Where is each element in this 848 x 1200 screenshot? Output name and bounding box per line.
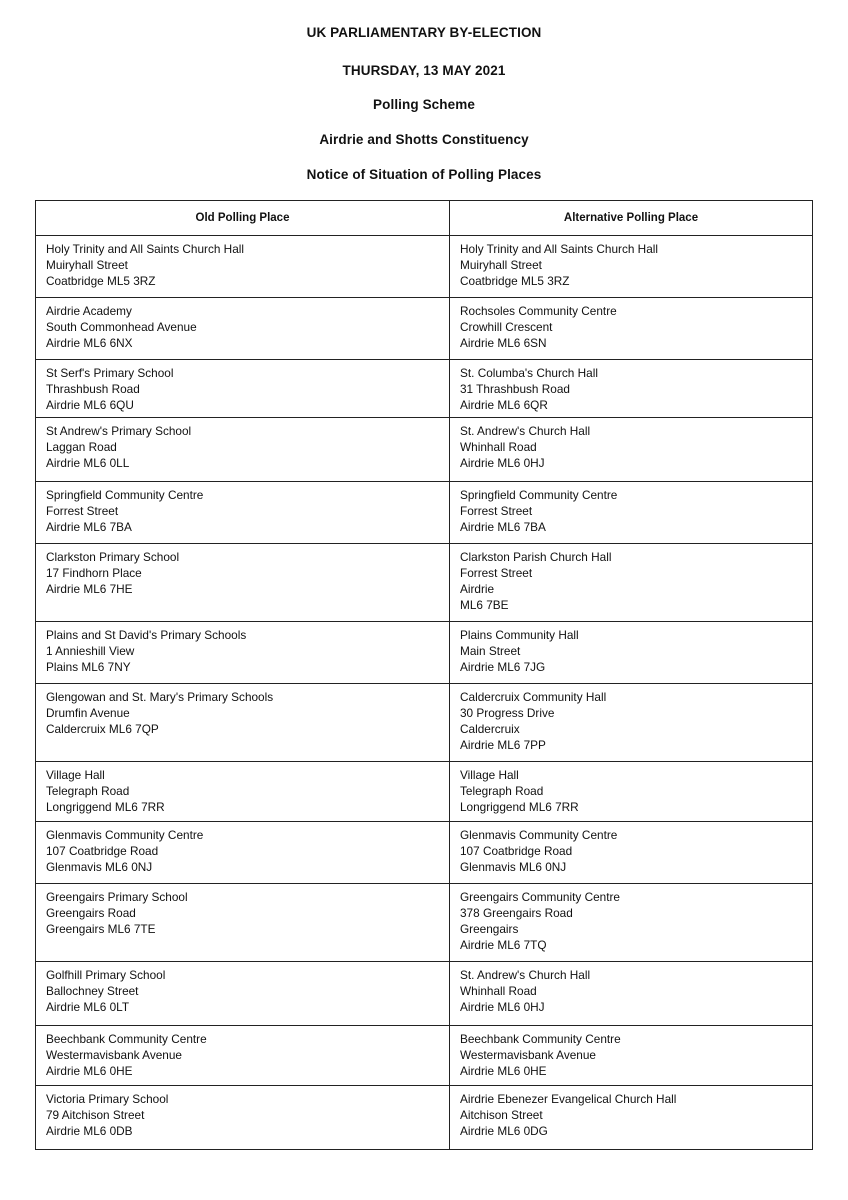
address-line: Longriggend ML6 7RR: [46, 800, 165, 814]
address-line: Plains ML6 7NY: [46, 660, 131, 674]
address-line: Thrashbush Road: [46, 382, 140, 396]
address-line: 17 Findhorn Place: [46, 566, 142, 580]
address-line: Airdrie ML6 7HE: [46, 582, 133, 596]
address-line: St. Andrew's Church Hall: [460, 424, 591, 438]
address-line: Airdrie ML6 7PP: [460, 738, 546, 752]
table-row: [36, 482, 813, 544]
address-line: Airdrie ML6 6QU: [46, 398, 134, 412]
address-line: Beechbank Community Centre: [46, 1032, 207, 1046]
address-line: Whinhall Road: [460, 984, 537, 998]
old-polling-place-cell: [36, 418, 450, 482]
header-alternative-polling-place: Alternative Polling Place: [450, 201, 813, 236]
address-line: Longriggend ML6 7RR: [460, 800, 579, 814]
address-line: Airdrie ML6 6QR: [460, 398, 548, 412]
alternative-polling-place-cell: [450, 822, 813, 884]
notice-title: Notice of Situation of Polling Places: [306, 167, 542, 182]
address-line: St. Andrew's Church Hall: [460, 968, 591, 982]
address-line: Village Hall: [460, 768, 519, 782]
address-line: Airdrie ML6 0HE: [460, 1064, 547, 1078]
address-line: Victoria Primary School: [46, 1092, 169, 1106]
address-line: 79 Aitchison Street: [46, 1108, 145, 1122]
address-line: Greengairs Road: [46, 906, 136, 920]
address-line: Airdrie ML6 6SN: [460, 336, 547, 350]
old-polling-place-cell: [36, 884, 450, 962]
table-row: [36, 684, 813, 762]
address-line: Forrest Street: [460, 504, 533, 518]
table-row: [36, 622, 813, 684]
address-line: Airdrie ML6 0LL: [46, 456, 130, 470]
alternative-polling-place-cell: [450, 962, 813, 1026]
address-line: Glengowan and St. Mary's Primary Schools: [46, 690, 274, 704]
address-line: Caldercruix Community Hall: [460, 690, 607, 704]
address-line: Glenmavis ML6 0NJ: [460, 860, 567, 874]
old-polling-place-cell: [36, 544, 450, 622]
address-line: Glenmavis Community Centre: [460, 828, 618, 842]
header-old-polling-place: Old Polling Place: [36, 201, 450, 236]
address-line: Greengairs Primary School: [46, 890, 188, 904]
old-polling-place-cell: [36, 962, 450, 1026]
constituency-title: Airdrie and Shotts Constituency: [319, 132, 529, 147]
address-line: Golfhill Primary School: [46, 968, 166, 982]
address-line: Glenmavis Community Centre: [46, 828, 204, 842]
address-line: 31 Thrashbush Road: [460, 382, 570, 396]
table-row: [36, 298, 813, 360]
old-polling-place-cell: [36, 298, 450, 360]
address-line: 1 Annieshill View: [46, 644, 135, 658]
old-polling-place-cell: [36, 1026, 450, 1086]
address-line: Whinhall Road: [460, 440, 537, 454]
address-line: Airdrie ML6 7JG: [460, 660, 546, 674]
address-line: Airdrie ML6 0HE: [46, 1064, 133, 1078]
address-line: Westermavisbank Avenue: [46, 1048, 182, 1062]
address-line: 378 Greengairs Road: [460, 906, 573, 920]
old-polling-place-cell: [36, 762, 450, 822]
alternative-polling-place-cell: [450, 622, 813, 684]
alternative-polling-place-cell: [450, 1086, 813, 1150]
address-line: St Andrew's Primary School: [46, 424, 192, 438]
address-line: Ballochney Street: [46, 984, 139, 998]
address-line: Airdrie ML6 0HJ: [460, 456, 545, 470]
alternative-polling-place-cell: [450, 360, 813, 418]
address-line: Coatbridge ML5 3RZ: [460, 274, 570, 288]
address-line: Caldercruix ML6 7QP: [46, 722, 159, 736]
address-line: Springfield Community Centre: [46, 488, 204, 502]
address-line: St Serf's Primary School: [46, 366, 174, 380]
old-polling-place-cell: [36, 482, 450, 544]
old-polling-place-cell: [36, 822, 450, 884]
address-line: Laggan Road: [46, 440, 117, 454]
scheme-title: Polling Scheme: [373, 97, 475, 112]
table-row: [36, 884, 813, 962]
address-line: Airdrie ML6 0LT: [46, 1000, 130, 1014]
address-line: Caldercruix: [460, 722, 520, 736]
table-row: [36, 762, 813, 822]
address-line: Aitchison Street: [460, 1108, 543, 1122]
address-line: Rochsoles Community Centre: [460, 304, 617, 318]
table-row: [36, 822, 813, 884]
election-date: THURSDAY, 13 MAY 2021: [342, 63, 506, 78]
address-line: Greengairs ML6 7TE: [46, 922, 156, 936]
address-line: Clarkston Primary School: [46, 550, 180, 564]
alternative-polling-place-cell: [450, 236, 813, 298]
old-polling-place-cell: [36, 1086, 450, 1150]
address-line: Village Hall: [46, 768, 105, 782]
table-row: [36, 236, 813, 298]
address-line: Airdrie ML6 7BA: [460, 520, 546, 534]
address-line: Glenmavis ML6 0NJ: [46, 860, 153, 874]
address-line: Westermavisbank Avenue: [460, 1048, 596, 1062]
old-polling-place-cell: [36, 622, 450, 684]
old-polling-place-cell: [36, 236, 450, 298]
address-line: Plains Community Hall: [460, 628, 579, 642]
address-line: Forrest Street: [46, 504, 119, 518]
address-line: Springfield Community Centre: [460, 488, 618, 502]
address-line: Greengairs Community Centre: [460, 890, 620, 904]
alternative-polling-place-cell: [450, 762, 813, 822]
address-line: Telegraph Road: [460, 784, 544, 798]
table-body: [36, 236, 813, 1150]
table-header-row: [36, 201, 813, 236]
address-line: St. Columba's Church Hall: [460, 366, 598, 380]
table-row: [36, 418, 813, 482]
address-line: Greengairs: [460, 922, 519, 936]
table-row: [36, 1086, 813, 1150]
address-line: Airdrie ML6 6NX: [46, 336, 133, 350]
alternative-polling-place-cell: [450, 544, 813, 622]
table-row: [36, 360, 813, 418]
old-polling-place-cell: [36, 360, 450, 418]
election-title: UK PARLIAMENTARY BY-ELECTION: [306, 25, 542, 40]
address-line: Airdrie ML6 0DG: [460, 1124, 548, 1138]
address-line: ML6 7BE: [460, 598, 509, 612]
address-line: Airdrie ML6 0DB: [46, 1124, 133, 1138]
table-row: [36, 962, 813, 1026]
address-line: Clarkston Parish Church Hall: [460, 550, 612, 564]
address-line: Airdrie Ebenezer Evangelical Church Hall: [460, 1092, 677, 1106]
table-row: [36, 1026, 813, 1086]
polling-places-table: [35, 200, 813, 1150]
address-line: Airdrie ML6 0HJ: [460, 1000, 545, 1014]
address-line: Airdrie Academy: [46, 304, 132, 318]
address-line: Muiryhall Street: [46, 258, 128, 272]
table-row: [36, 544, 813, 622]
old-polling-place-cell: [36, 684, 450, 762]
address-line: Forrest Street: [460, 566, 533, 580]
address-line: 107 Coatbridge Road: [460, 844, 573, 858]
address-line: Holy Trinity and All Saints Church Hall: [460, 242, 659, 256]
address-line: Crowhill Crescent: [460, 320, 553, 334]
address-line: Plains and St David's Primary Schools: [46, 628, 247, 642]
address-line: Main Street: [460, 644, 521, 658]
alternative-polling-place-cell: [450, 418, 813, 482]
address-line: Muiryhall Street: [460, 258, 542, 272]
address-line: Beechbank Community Centre: [460, 1032, 621, 1046]
address-line: Airdrie ML6 7BA: [46, 520, 132, 534]
alternative-polling-place-cell: [450, 1026, 813, 1086]
address-line: South Commonhead Avenue: [46, 320, 197, 334]
alternative-polling-place-cell: [450, 884, 813, 962]
alternative-polling-place-cell: [450, 298, 813, 360]
address-line: Holy Trinity and All Saints Church Hall: [46, 242, 245, 256]
address-line: Telegraph Road: [46, 784, 130, 798]
address-line: Airdrie: [460, 582, 495, 596]
address-line: 30 Progress Drive: [460, 706, 555, 720]
address-line: Drumfin Avenue: [46, 706, 130, 720]
address-line: 107 Coatbridge Road: [46, 844, 159, 858]
address-line: Coatbridge ML5 3RZ: [46, 274, 156, 288]
address-line: Airdrie ML6 7TQ: [460, 938, 547, 952]
alternative-polling-place-cell: [450, 482, 813, 544]
alternative-polling-place-cell: [450, 684, 813, 762]
